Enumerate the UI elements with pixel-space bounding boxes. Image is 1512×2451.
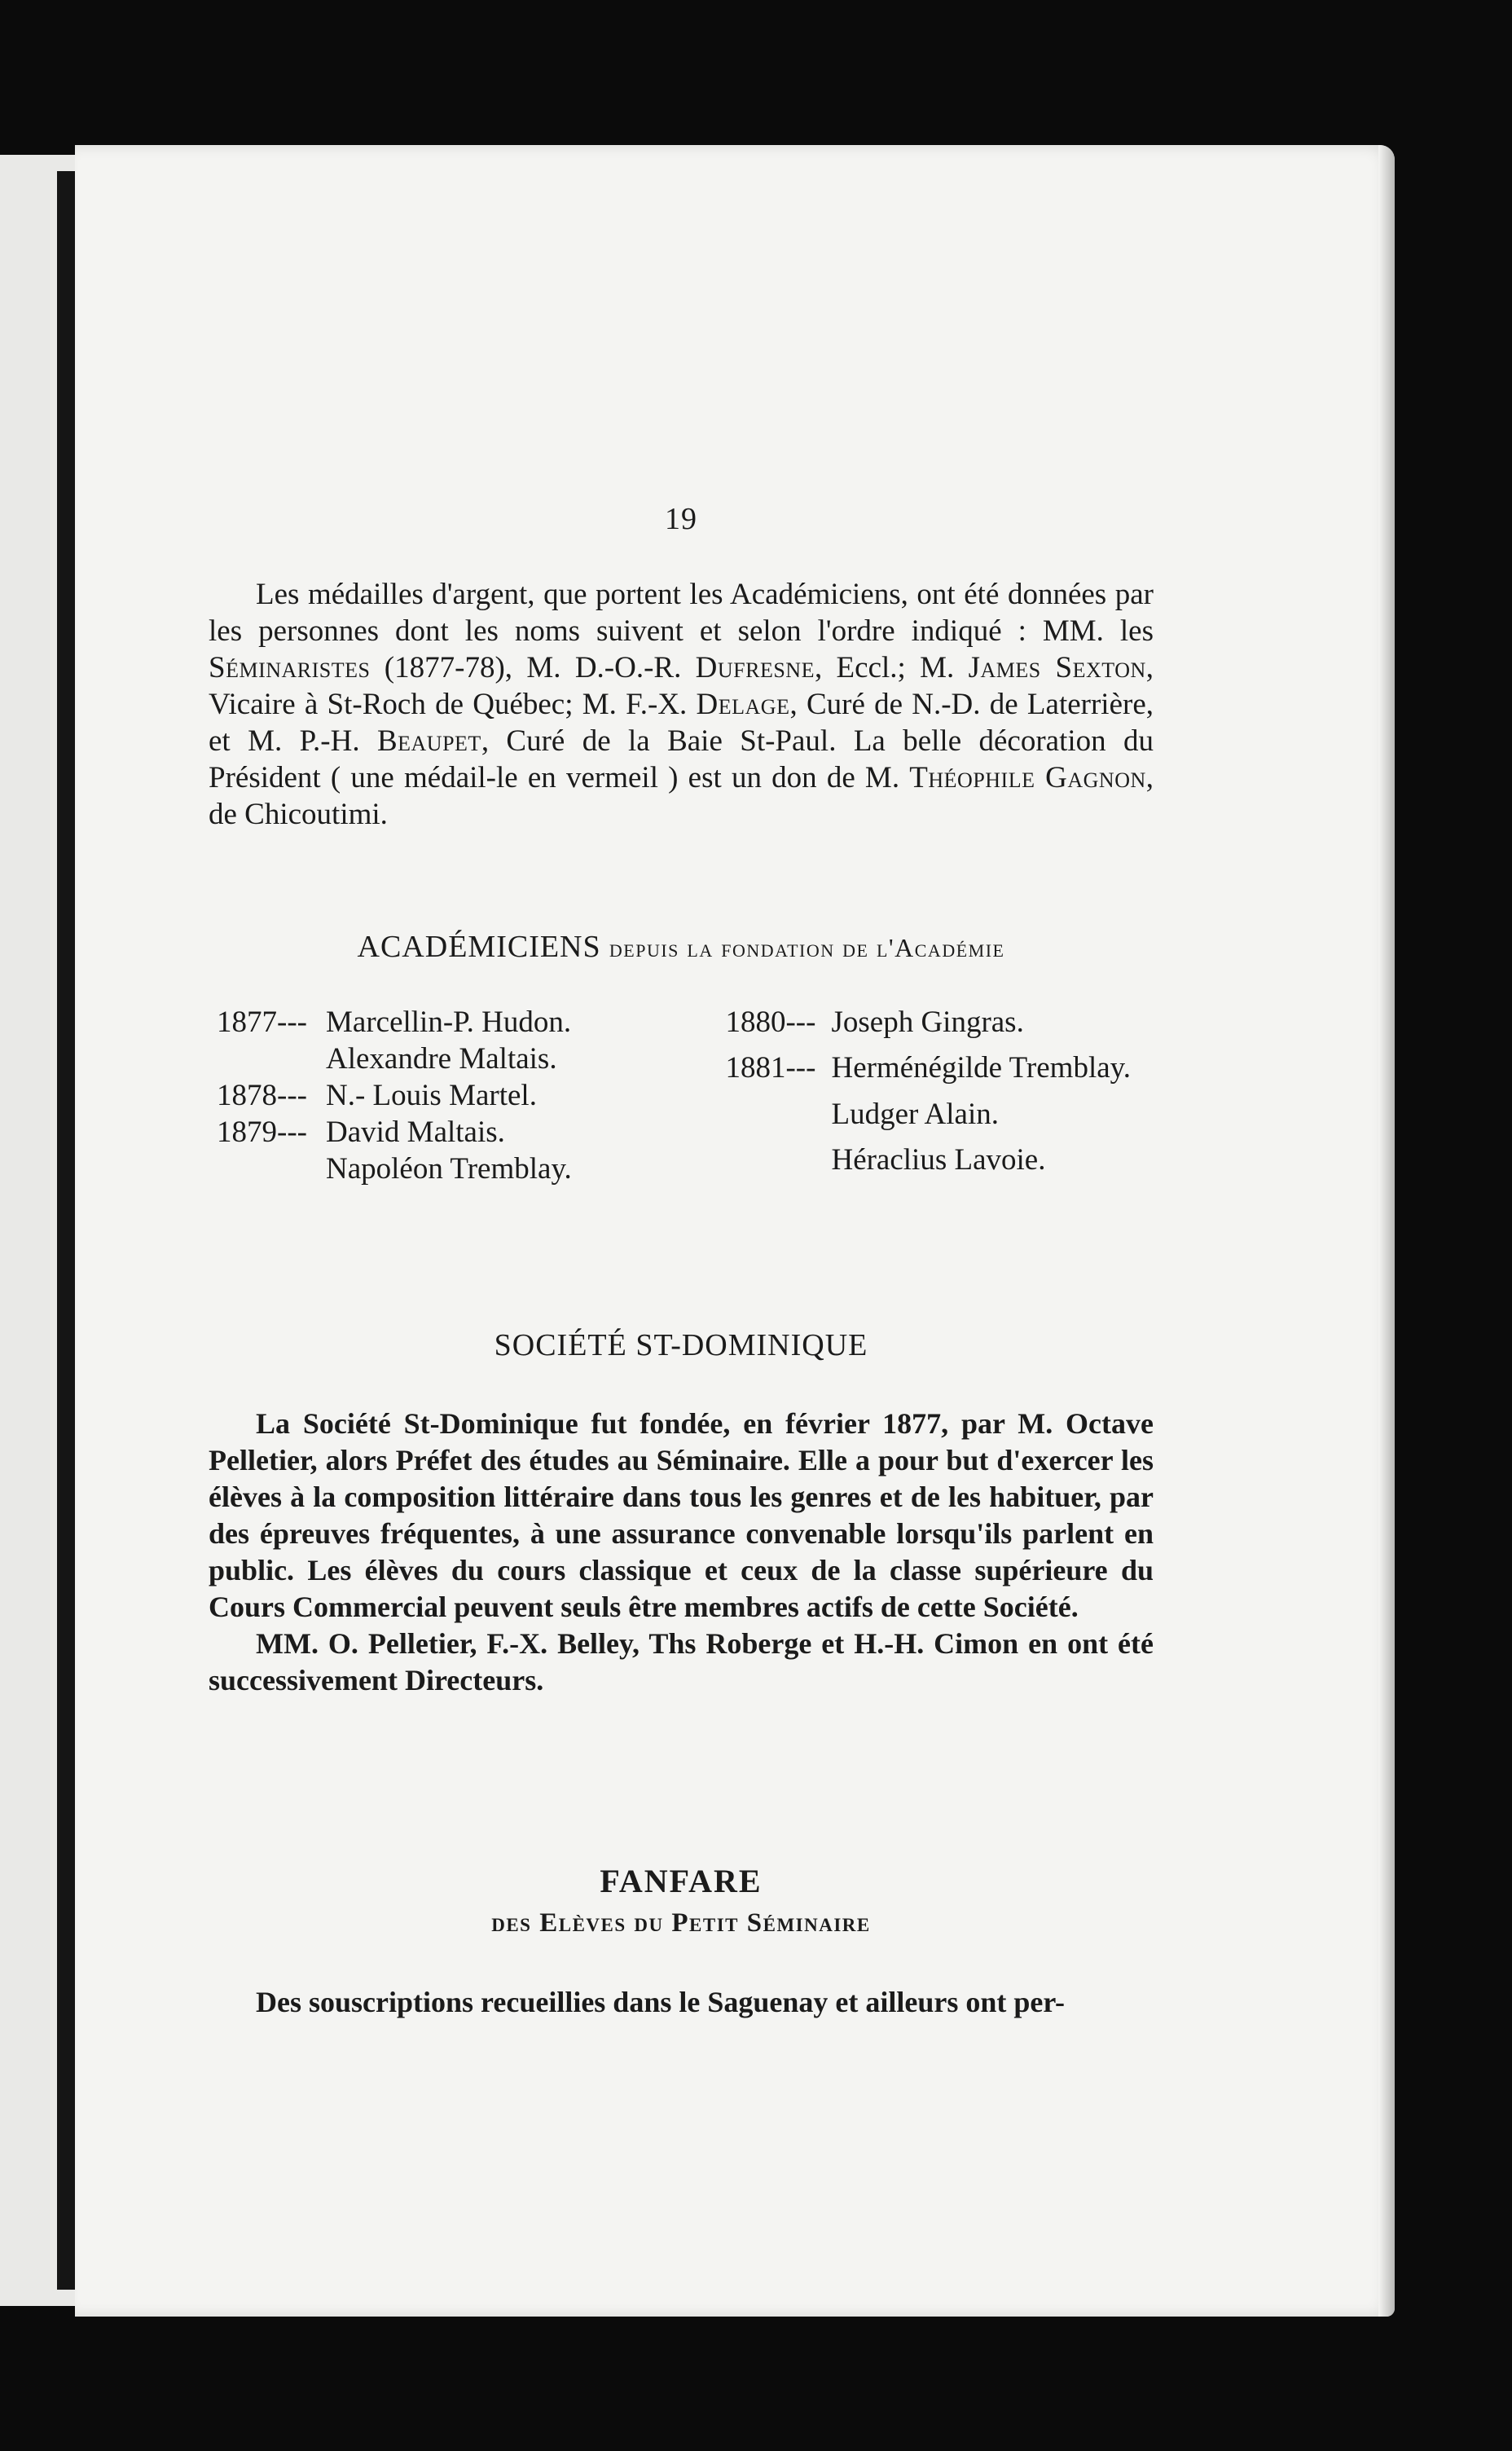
academicien-year: 1879--- [217, 1115, 307, 1149]
medals-text: , Curé de N.-D. de Laterrière, et M. P.-H. [209, 688, 1154, 758]
academicien-year: 1880--- [725, 1005, 816, 1039]
societe-paragraph: La Société St-Dominique fut fondée, en février 1877, par M. Octave Pelletier, alors Préfet des études au Séminaire. Elle a pour but d'exercer les élèves à la composition littéraire dans tous les genres et de les habituer, par des épreuves fréquentes, à une assurance convenable lorsqu'ils parlent en public. Les élèves du cours classique et ceux de la classe supérieure du Cours Commercial peuvent seuls être membres actifs de cette Société. [209, 1407, 1154, 1623]
academicien-year: 1881--- [725, 1051, 816, 1085]
page-right-edge [1378, 145, 1395, 2317]
academicien-year [725, 1142, 828, 1187]
academicien-name: Joseph Gingras. [831, 1005, 1024, 1039]
medals-text: , de Chicoutimi. [209, 761, 1154, 831]
academiciens-heading-sub: depuis la fondation de l'Académie [609, 933, 1005, 962]
medals-name: James Sexton [968, 651, 1146, 684]
academicien-name: Napoléon Tremblay. [326, 1152, 572, 1186]
medals-text: , Curé de la Baie St-Paul. La belle décoration du Président ( une médail-le en vermeil ) est un don de M. [209, 724, 1154, 794]
societe-heading: SOCIÉTÉ ST-DOMINIQUE [494, 1328, 868, 1362]
academicien-name: Héraclius Lavoie. [831, 1142, 1046, 1177]
medals-text: Les médailles d'argent, que portent les Académiciens, ont été données par les personnes dont les noms suivent et selon l'ordre indiqué : MM. les [209, 578, 1154, 648]
medals-name: Séminaristes [209, 651, 371, 684]
page-number: 19 [665, 502, 697, 536]
medals-text: , Vicaire à St-Roch de Québec; M. F.-X. [209, 651, 1154, 721]
academiciens-right-column [725, 1004, 1131, 1187]
fanfare-paragraph: Des souscriptions recueillies dans le Saguenay et ailleurs ont per- [256, 1986, 1065, 2018]
academicien-year: 1877--- [217, 1005, 307, 1039]
academiciens-heading-main: ACADÉMICIENS [357, 930, 601, 964]
binding-shadow [57, 171, 75, 2290]
academicien-year [217, 1151, 323, 1187]
academicien-name: Herménégilde Tremblay. [831, 1051, 1131, 1085]
academicien-name: Ludger Alain. [831, 1097, 999, 1131]
academiciens-list [217, 1004, 1145, 1187]
academicien-name: N.- Louis Martel. [326, 1079, 537, 1112]
medals-name: Delage [696, 688, 790, 721]
academicien-year: 1878--- [217, 1079, 307, 1112]
medals-name: Beaupet [376, 724, 481, 758]
medals-name: Théophile Gagnon [909, 761, 1146, 794]
academiciens-heading [209, 929, 1154, 965]
academicien-year [217, 1041, 323, 1077]
medals-name: Dufresne [695, 651, 815, 684]
medals-text: (1877-78), M. D.-O.-R. [370, 651, 696, 684]
academiciens-left-column [217, 1004, 572, 1187]
societe-directors-paragraph: MM. O. Pelletier, F.-X. Belley, Ths Roberge et H.-H. Cimon en ont été successivement Directeurs. [209, 1627, 1154, 1696]
academicien-name: Alexandre Maltais. [326, 1042, 557, 1076]
fanfare-heading: FANFARE [600, 1863, 763, 1899]
medals-text: , Eccl.; M. [814, 651, 969, 684]
academicien-year [725, 1096, 828, 1142]
fanfare-subheading: des Elèves du Petit Séminaire [491, 1908, 871, 1938]
medals-paragraph [209, 576, 1154, 833]
academicien-name: David Maltais. [326, 1115, 505, 1149]
academicien-name: Marcellin-P. Hudon. [326, 1005, 572, 1039]
page-content [209, 501, 1154, 2021]
